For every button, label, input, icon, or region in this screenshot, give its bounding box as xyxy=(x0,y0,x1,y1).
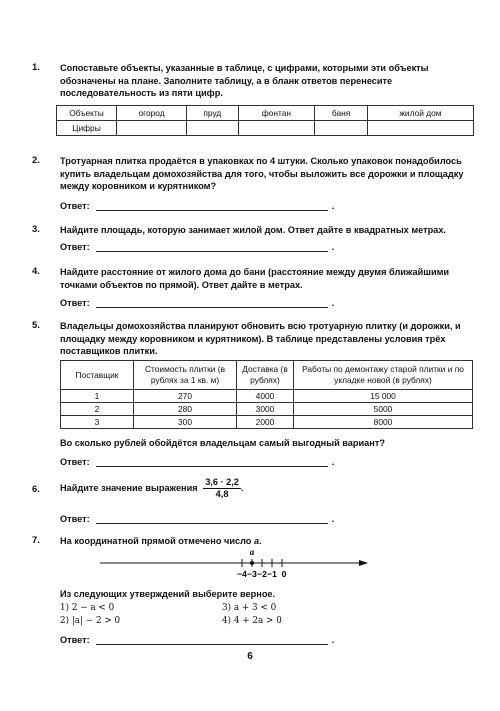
page-number: 6 xyxy=(247,651,253,662)
question-text: Сопоставьте объекты, указанные в таблице, с цифрами, которыми эти объекты обозначены на плане. Заполните таблицу, а в бланк ответов перенесите последовательность из пяти цифр. xyxy=(60,63,429,98)
answer-dot: . xyxy=(331,298,335,308)
question-text: Владельцы домохозяйства планируют обновить всю тротуарную плитку (и дорожки, и площадку между коровником и курятником). В таблице представлены условия трёх поставщиков плитки. xyxy=(60,321,461,356)
answer-row xyxy=(60,201,334,211)
question-number: 7. xyxy=(32,535,40,546)
table-cell: 1 xyxy=(61,390,134,403)
answer-dot: . xyxy=(331,242,335,252)
table-header: Работы по демонтажу старой плитки и по укладке новой (в рублях) xyxy=(294,361,473,390)
table-row xyxy=(61,390,473,403)
point-a-label: a xyxy=(249,547,255,557)
question-text: На координатной прямой отмечено число xyxy=(60,536,252,546)
answer-dot: . xyxy=(331,201,335,211)
table-cell: жилой дом xyxy=(367,106,473,121)
question-prompt: Во сколько рублей обойдётся владельцам самый выгодный вариант? xyxy=(60,438,385,448)
option-4[interactable]: 4) 4 + 2a > 0 xyxy=(222,616,282,626)
answer-label: Ответ: xyxy=(60,635,90,645)
question-text: Найдите расстояние от жилого дома до бани (расстояние между двумя ближайшими точками объектов по прямой). Ответ дайте в метрах. xyxy=(60,267,450,290)
table-cell: фонтан xyxy=(238,106,315,121)
question-number: 3. xyxy=(32,224,40,235)
question-4 xyxy=(32,266,484,311)
number-line xyxy=(100,545,370,581)
table-row xyxy=(61,416,473,429)
table-cell: огород xyxy=(117,106,187,121)
answer-line[interactable] xyxy=(96,307,328,308)
fraction-denominator: 4,8 xyxy=(215,489,229,499)
table-cell: 3 xyxy=(61,416,134,429)
answer-row xyxy=(60,298,334,308)
answer-cell[interactable] xyxy=(187,121,238,136)
answer-cell[interactable] xyxy=(315,121,368,136)
answer-dot: . xyxy=(331,514,335,524)
axis-arrow xyxy=(359,560,368,566)
answer-cell[interactable] xyxy=(367,121,473,136)
table-header: Поставщик xyxy=(61,361,134,390)
answer-line[interactable] xyxy=(96,251,328,252)
question-number: 6. xyxy=(32,484,40,495)
fraction xyxy=(203,477,241,500)
question-number: 5. xyxy=(32,320,40,331)
answer-label: Ответ: xyxy=(60,298,90,308)
question-2 xyxy=(32,155,484,215)
table-header: Стоимость плитки (в рублях за 1 кв. м) xyxy=(134,361,237,390)
question-text: Найдите значение выражения xyxy=(60,482,198,493)
tick-label: −2 xyxy=(257,569,267,579)
period: . xyxy=(240,482,244,493)
tick-label: −3 xyxy=(247,569,257,579)
fraction-numerator: 3,6 · 2,2 xyxy=(205,477,239,487)
answer-line[interactable] xyxy=(96,210,328,211)
variable-a: a xyxy=(253,536,260,546)
option-2[interactable]: 2) |a| − 2 > 0 xyxy=(60,616,121,626)
suppliers-table xyxy=(60,360,473,429)
table-cell: 3000 xyxy=(237,403,294,416)
table-cell: 15 000 xyxy=(294,390,473,403)
question-text-row xyxy=(60,477,484,500)
answer-dot: . xyxy=(331,635,335,645)
answer-label: Ответ: xyxy=(60,457,90,467)
answer-label: Ответ: xyxy=(60,201,90,211)
table-cell: 8000 xyxy=(294,416,473,429)
point-a xyxy=(250,561,254,565)
question-number: 1. xyxy=(32,62,40,73)
question-text: Тротуарная плитка продаётся в упаковках по 4 штуки. Сколько упаковок понадобилось купить владельцам домохозяйства для того, чтобы выложить все дорожки и площадку между коровником и курятником? xyxy=(60,156,464,191)
table-cell: 4000 xyxy=(237,390,294,403)
question-7-options xyxy=(32,588,484,648)
question-3 xyxy=(32,224,484,259)
tick-label: −4 xyxy=(237,569,247,579)
question-number: 2. xyxy=(32,155,40,166)
tick-label: −1 xyxy=(267,569,277,579)
table-cell: 2000 xyxy=(237,416,294,429)
answer-row xyxy=(60,514,334,524)
table-cell: 2 xyxy=(61,403,134,416)
table-cell: пруд xyxy=(187,106,238,121)
table-cell: Цифры xyxy=(57,121,117,136)
table-cell: 270 xyxy=(134,390,237,403)
answer-row xyxy=(60,457,334,467)
answer-line[interactable] xyxy=(96,523,328,524)
table-cell: 280 xyxy=(134,403,237,416)
table-cell: Объекты xyxy=(57,106,117,121)
answer-line[interactable] xyxy=(96,644,328,645)
question-number: 4. xyxy=(32,266,40,277)
question-text: Найдите площадь, которую занимает жилой дом. Ответ дайте в квадратных метрах. xyxy=(60,225,446,235)
table-cell: баня xyxy=(315,106,368,121)
objects-table xyxy=(56,105,474,136)
answer-cell[interactable] xyxy=(117,121,187,136)
table-cell: 5000 xyxy=(294,403,473,416)
answer-cell[interactable] xyxy=(238,121,315,136)
question-5-footer xyxy=(32,437,484,467)
answer-row xyxy=(60,242,334,252)
table-header: Доставка (в рублях) xyxy=(237,361,294,390)
tick-label: 0 xyxy=(281,569,287,579)
answer-dot: . xyxy=(331,457,335,467)
table-row xyxy=(61,403,473,416)
option-3[interactable]: 3) a + 3 < 0 xyxy=(222,603,277,613)
table-cell: 300 xyxy=(134,416,237,429)
period: . xyxy=(259,536,262,546)
answer-row xyxy=(60,635,334,645)
answer-line[interactable] xyxy=(96,466,328,467)
answer-label: Ответ: xyxy=(60,514,90,524)
answer-label: Ответ: xyxy=(60,242,90,252)
question-prompt: Из следующих утверждений выберите верное. xyxy=(60,589,276,599)
option-1[interactable]: 1) 2 − a < 0 xyxy=(60,603,115,613)
question-6 xyxy=(32,477,484,525)
